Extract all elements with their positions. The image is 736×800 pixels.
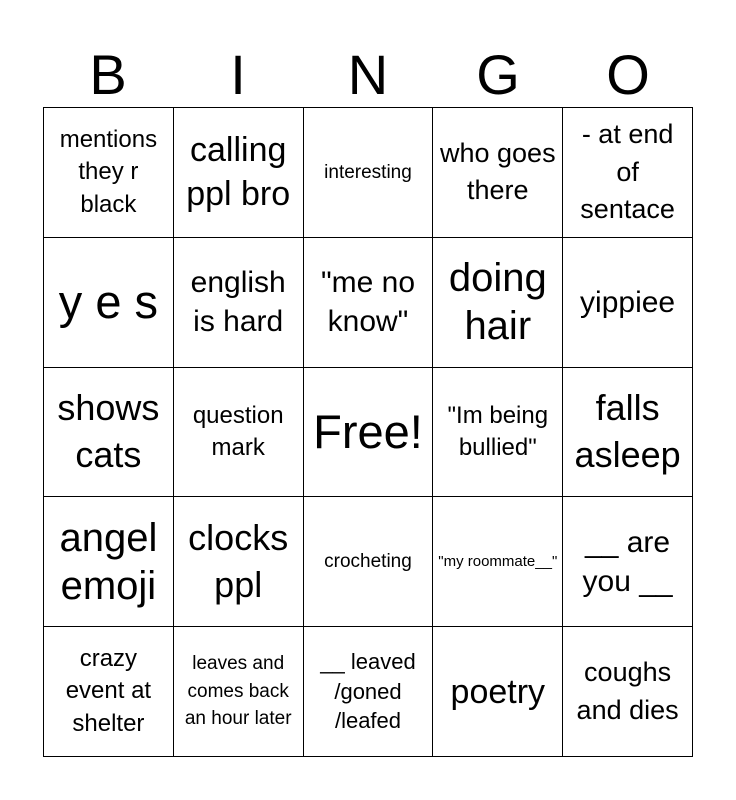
bingo-cell[interactable]	[44, 238, 174, 368]
cell-text: poetry	[450, 672, 546, 711]
cell-text: yippiee	[580, 285, 676, 319]
cell-text: crazy event at shelter	[65, 645, 152, 737]
bingo-cell[interactable]	[174, 368, 304, 498]
bingo-cell[interactable]	[304, 108, 434, 238]
cell-text: __ are you __	[582, 525, 673, 598]
bingo-cell[interactable]	[174, 108, 304, 238]
bingo-cell[interactable]	[174, 497, 304, 627]
cell-text: "Im being bullied"	[447, 401, 549, 461]
cell-text: shows cats	[57, 387, 160, 475]
cell-text: y e s	[58, 275, 159, 329]
cell-text: angel emoji	[59, 515, 158, 608]
bingo-cell[interactable]	[563, 368, 693, 498]
bingo-cell[interactable]	[174, 627, 304, 757]
cell-text: falls asleep	[574, 387, 681, 475]
cell-text: "my roommate__"	[438, 553, 558, 571]
bingo-cell[interactable]	[563, 108, 693, 238]
cell-text: doing hair	[448, 256, 547, 349]
bingo-cell[interactable]	[44, 497, 174, 627]
cell-text: clocks ppl	[188, 516, 289, 605]
bingo-cell[interactable]	[433, 108, 563, 238]
bingo-cell[interactable]	[44, 368, 174, 498]
cell-text: __ leaved /goned /leafed	[320, 649, 416, 734]
bingo-cell[interactable]	[304, 238, 434, 368]
cell-text: coughs and dies	[576, 656, 679, 725]
cell-text: crocheting	[324, 551, 412, 573]
cell-text: calling ppl bro	[186, 131, 291, 214]
free-space-cell[interactable]	[304, 368, 434, 498]
bingo-cell[interactable]	[44, 627, 174, 757]
bingo-cell[interactable]	[174, 238, 304, 368]
cell-text: mentions they r black	[59, 125, 158, 218]
cell-text: - at end of sentace	[580, 118, 675, 225]
header-letter-g: G	[476, 43, 520, 106]
cell-text: leaves and comes back an hour later	[184, 653, 292, 730]
bingo-cell[interactable]	[304, 497, 434, 627]
cell-text: interesting	[324, 161, 412, 183]
header-letter-b: B	[89, 43, 127, 106]
cell-text: who goes there	[439, 137, 556, 206]
header-letter-n: N	[347, 43, 389, 106]
bingo-board	[43, 107, 693, 757]
bingo-cell[interactable]	[563, 238, 693, 368]
cell-text: question mark	[192, 401, 284, 461]
bingo-cell[interactable]	[563, 627, 693, 757]
bingo-cell[interactable]	[433, 238, 563, 368]
bingo-cell[interactable]	[304, 627, 434, 757]
bingo-header	[43, 42, 693, 108]
free-space-text: Free!	[313, 404, 423, 458]
bingo-cell[interactable]	[433, 627, 563, 757]
bingo-cell[interactable]	[433, 497, 563, 627]
cell-text: english is hard	[190, 266, 286, 339]
header-letter-o: O	[606, 43, 650, 106]
bingo-cell[interactable]	[44, 108, 174, 238]
bingo-cell[interactable]	[563, 497, 693, 627]
header-letter-i: I	[230, 43, 246, 106]
bingo-cell[interactable]	[433, 368, 563, 498]
cell-text: "me no know"	[320, 266, 415, 339]
